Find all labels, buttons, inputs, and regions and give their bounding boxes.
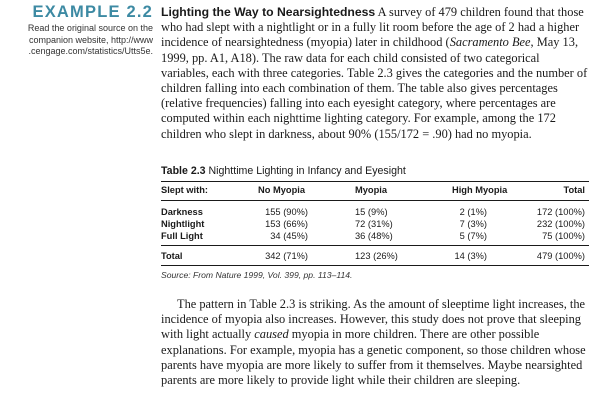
table-cell: 34 (45%) [270,231,308,241]
row-label: Nightlight [161,219,205,229]
outro-text [161,297,589,388]
table-cell: 479 (100%) [536,251,585,261]
table-cell: 123 (26%) [355,251,398,261]
table-cell: 232 (100%) [536,219,585,229]
table-cell: 2 (1%) [459,207,487,217]
table-number: Table 2.3 [161,165,206,177]
sidenote-line: .cengage.com/statistics/Utts5e. [28,46,153,56]
table-cell: 5 (7%) [459,231,487,241]
example-heading: EXAMPLE 2.2 [32,3,153,21]
total-rule [161,245,589,246]
table-cell: 14 (3%) [454,251,487,261]
row-label: Darkness [161,207,203,217]
intro-text: A survey of 479 children found that those who had slept with a nightlight or in a fully lit room before the age of 2 had a higher incidence of nearsightedness (myopia) later in childhood ( [161,5,584,50]
table-source: Source: From Nature 1999, Vol. 399, pp. 113–114. [161,270,353,280]
table-cell: 172 (100%) [536,207,585,217]
sidenote-line: companion website, http://www [28,34,153,45]
table-cell: 155 (90%) [265,207,308,217]
column-header: Myopia [355,185,388,195]
table-cell: 342 (71%) [265,251,308,261]
table-top-rule [161,181,589,182]
outro-text-part: The pattern in Table 2.3 is striking. As the amount of sleeptime light increases, the incidence of myopia also increases. However, this study does not prove that sleeping with light actually [161,297,586,342]
table-title [161,165,406,177]
sidenote-line: Read the original source on the [27,23,153,33]
outro-paragraph [161,297,589,388]
citation: Sacramento Bee [449,35,531,50]
column-header: Total [563,185,585,195]
header-rule [161,200,589,201]
table-caption: Nighttime Lighting in Infancy and Eyesight [208,165,406,177]
outro-text-part: myopia in more children. There are other possible explanations. For example, myopia has a genetic component, so those children whose parents have myopia are more likely to suffer from it themselves. Maybe nearsighted parents are more likely to provide light while their children are sleeping. [161,327,586,388]
row-label: Total [161,251,183,261]
emphasis: caused [254,327,289,342]
table-bottom-rule [161,265,589,266]
sidenote [5,23,153,58]
table-cell: 153 (66%) [265,219,308,229]
intro-text: , May 13, 1999, pp. A1, A18). The raw data for each child consisted of two categorical variables, each with three categories. Table 2.3 gives the categories and the number of children falling into each combination of them. The table also gives percentages (relative frequencies) falling into each eyesight category, where percentages are computed within each nighttime lighting category. For example, among the 172 children who slept in darkness, about 90% (155/172 = .90) had no myopia. [161,35,588,141]
column-header: No Myopia [258,185,306,195]
row-label: Full Light [161,231,203,241]
column-header: High Myopia [452,185,508,195]
example-title: Lighting the Way to Nearsightedness [161,5,376,19]
table-cell: 15 (9%) [355,207,388,217]
table-cell: 72 (31%) [355,219,393,229]
intro-paragraph [161,5,589,142]
table-cell: 75 (100%) [542,231,585,241]
column-header: Slept with: [161,185,208,195]
table-cell: 36 (48%) [355,231,393,241]
data-table [161,181,589,267]
table-cell: 7 (3%) [459,219,487,229]
